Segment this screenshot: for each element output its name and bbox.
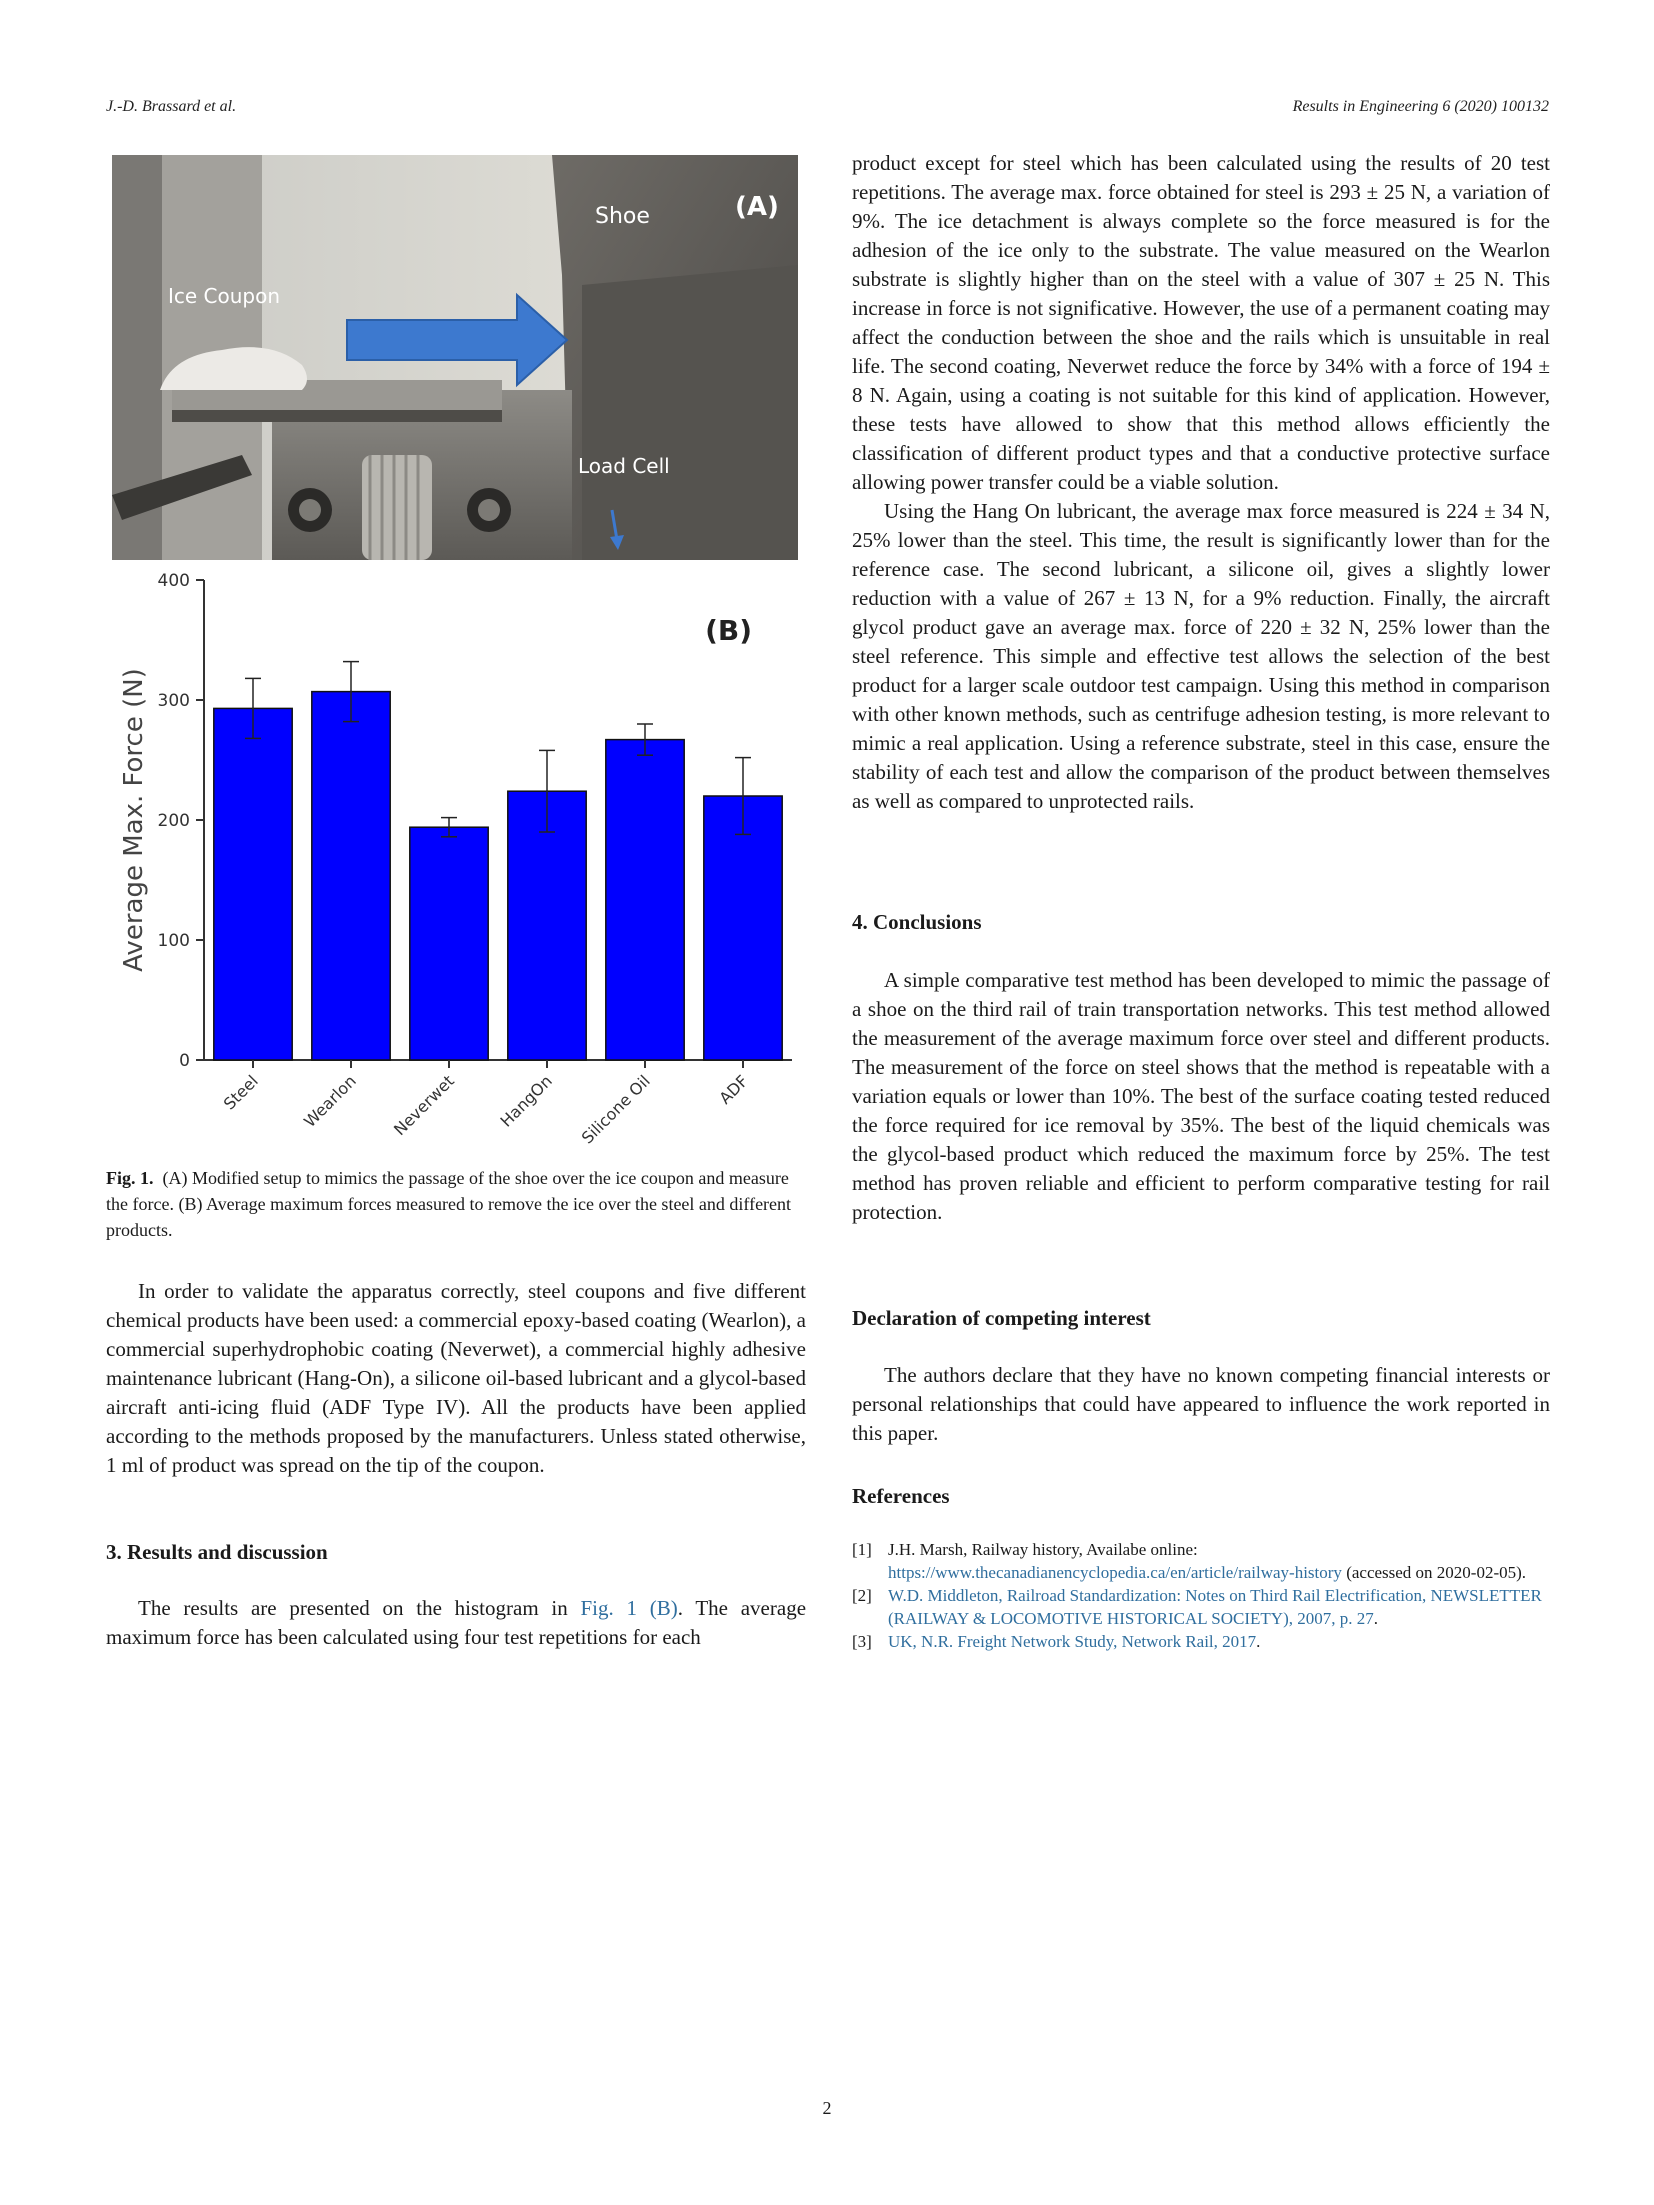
section-4-heading: 4. Conclusions bbox=[852, 910, 982, 934]
reference-after: (accessed on 2020-02-05). bbox=[1341, 1563, 1527, 1582]
photo-label-shoe: Shoe bbox=[595, 204, 650, 229]
y-tick-label: 100 bbox=[157, 931, 190, 951]
bar-steel bbox=[214, 708, 292, 1060]
right-paragraph-1 bbox=[852, 149, 1550, 816]
reference-item bbox=[852, 1584, 1552, 1630]
left-p2-end: . The average maximum force has been calculated using four test repetitions for each bbox=[106, 1596, 807, 1649]
y-tick-label: 300 bbox=[157, 691, 190, 711]
figure-caption bbox=[106, 1165, 806, 1243]
reference-after: . bbox=[1256, 1632, 1261, 1651]
figure-1a-photo bbox=[112, 155, 798, 560]
reference-number: [1] bbox=[852, 1540, 872, 1559]
y-tick-label: 0 bbox=[179, 1051, 190, 1071]
left-paragraph-1 bbox=[106, 1277, 806, 1480]
section-3-heading: 3. Results and discussion bbox=[106, 1540, 328, 1564]
conclusions-text: A simple comparative test method has been developed to mimic the passage of a shoe on the third rail of train transportation networks. This test method allowed the measurement of the average maximum force over steel and different products. The measurement of the force on steel shows that the method is repeatable with a variation equals or lower than 10%. The best of the surface coating tested reduced the force required for ice removal by 35%. The best of the liquid chemicals was the glycol-based product which reduced the maximum force by 25%. The test method has proven reliable and efficient to perform comparative testing for rail protection. bbox=[852, 968, 1550, 1224]
photo-label-load-cell: Load Cell bbox=[578, 454, 670, 478]
left-paragraph-1-text: In order to validate the apparatus correctly, steel coupons and five different chemical products have been used: a commercial epoxy-based coating (Wearlon), a commercial superhydrophobic coating (Neverwet), a commercial highly adhesive maintenance lubricant (Hang-On), a silicone oil-based lubricant and a glycol-based aircraft anti-icing fluid (ADF Type IV). All the products have been applied according to the methods proposed by the manufacturers. Unless stated otherwise, 1 ml of product was spread on the tip of the coupon. bbox=[106, 1279, 806, 1477]
references-list bbox=[852, 1538, 1552, 1653]
references-heading: References bbox=[852, 1484, 950, 1508]
page-number: 2 bbox=[822, 2098, 832, 2118]
figure-1b-link[interactable]: Fig. 1 (B) bbox=[580, 1596, 678, 1620]
x-tick-label: Wearlon bbox=[300, 1071, 360, 1132]
reference-link[interactable]: UK, N.R. Freight Network Study, Network Rail, 2017 bbox=[888, 1632, 1257, 1651]
y-tick-label: 400 bbox=[157, 571, 190, 591]
reference-after: . bbox=[1373, 1609, 1378, 1628]
reference-number: [2] bbox=[852, 1586, 872, 1605]
bar-silicone-oil bbox=[606, 740, 684, 1060]
photo-panel-label: (A) bbox=[735, 192, 779, 222]
x-tick-label: Steel bbox=[219, 1071, 262, 1114]
x-tick-label: Silicone Oil bbox=[577, 1071, 654, 1148]
left-p2-start: The results are presented on the histogram in bbox=[138, 1596, 581, 1620]
reference-link[interactable]: W.D. Middleton, Railroad Standardization: Notes on Third Rail Electrification, NEWSLETTER (RAILWAY & LOCOMOTIVE HISTORICAL SOCIETY), 2007, p. 27 bbox=[888, 1586, 1542, 1628]
bar-wearlon bbox=[312, 692, 390, 1060]
figure-caption-prefix: Fig. 1. bbox=[106, 1168, 154, 1188]
right-paragraph-2-text: Using the Hang On lubricant, the average max force measured is 224 ± 34 N, 25% lower than the steel. This time, the result is significantly lower than for the reference case. The second lubricant, a silicone oil, gives a slightly lower reduction with a value of 267 ± 13 N, for a 9% reduction. Finally, the aircraft glycol product gave an average max. force of 220 ± 32 N, 25% lower than the steel reference. This simple and effective test allows the selection of the best product for a larger scale outdoor test campaign. Using this method in comparison with other known methods, such as centrifuge adhesion testing, is more relevant to mimic a real application. Using a reference substrate, steel in this case, ensure the stability of each test and allow the comparison of the product between themselves as well as compared to unprotected rails. bbox=[852, 499, 1550, 813]
declaration-heading: Declaration of competing interest bbox=[852, 1306, 1151, 1330]
chart-panel-label: (B) bbox=[705, 614, 752, 647]
reference-link[interactable]: https://www.thecanadianencyclopedia.ca/en/article/railway-history bbox=[888, 1563, 1342, 1582]
reference-item bbox=[852, 1538, 1552, 1584]
declaration-paragraph bbox=[852, 1361, 1550, 1448]
x-tick-label: ADF bbox=[715, 1071, 752, 1108]
left-paragraph-2 bbox=[106, 1594, 806, 1652]
figure-1b-chart bbox=[112, 560, 812, 1150]
y-axis-label: Average Max. Force (N) bbox=[119, 668, 149, 972]
declaration-text: The authors declare that they have no known competing financial interests or personal relationships that could have appeared to influence the work reported in this paper. bbox=[852, 1363, 1550, 1445]
x-tick-label: Neverwet bbox=[390, 1071, 458, 1140]
reference-text: J.H. Marsh, Railway history, Availabe online: bbox=[888, 1540, 1198, 1559]
right-paragraph-1-text: product except for steel which has been calculated using the results of 20 test repetitions. The average max. force obtained for steel is 293 ± 25 N, a variation of 9%. The ice detachment is always complete so the force measured is for the adhesion of the ice only to the substrate. The value measured on the Wearlon substrate is slightly higher than on the steel with a value of 307 ± 25 N. This increase in force is not significative. However, the use of a permanent coating may affect the conduction between the shoe and the rails which is unsuitable in real life. The second coating, Neverwet reduce the force by 34% with a force of 194 ± 8 N. Again, using a coating is not suitable for this kind of application. However, these tests have allowed to show that this method allows efficiently the classification of different product types and that a conductive protective surface allowing power transfer could be a viable solution. bbox=[852, 151, 1550, 494]
reference-item bbox=[852, 1630, 1552, 1653]
reference-number: [3] bbox=[852, 1632, 872, 1651]
conclusions-paragraph bbox=[852, 966, 1550, 1227]
x-tick-label: HangOn bbox=[496, 1071, 556, 1131]
photo-label-ice-coupon: Ice Coupon bbox=[168, 284, 281, 308]
bar-neverwet bbox=[410, 827, 488, 1060]
figure-caption-text: (A) Modified setup to mimics the passage of the shoe over the ice coupon and measure the force. (B) Average maximum forces measured to remove the ice over the steel and different products. bbox=[106, 1168, 792, 1240]
running-header-authors: J.-D. Brassard et al. bbox=[106, 98, 237, 115]
y-tick-label: 200 bbox=[157, 811, 190, 831]
running-header-journal: Results in Engineering 6 (2020) 100132 bbox=[1292, 98, 1549, 115]
bar-adf bbox=[704, 796, 782, 1060]
